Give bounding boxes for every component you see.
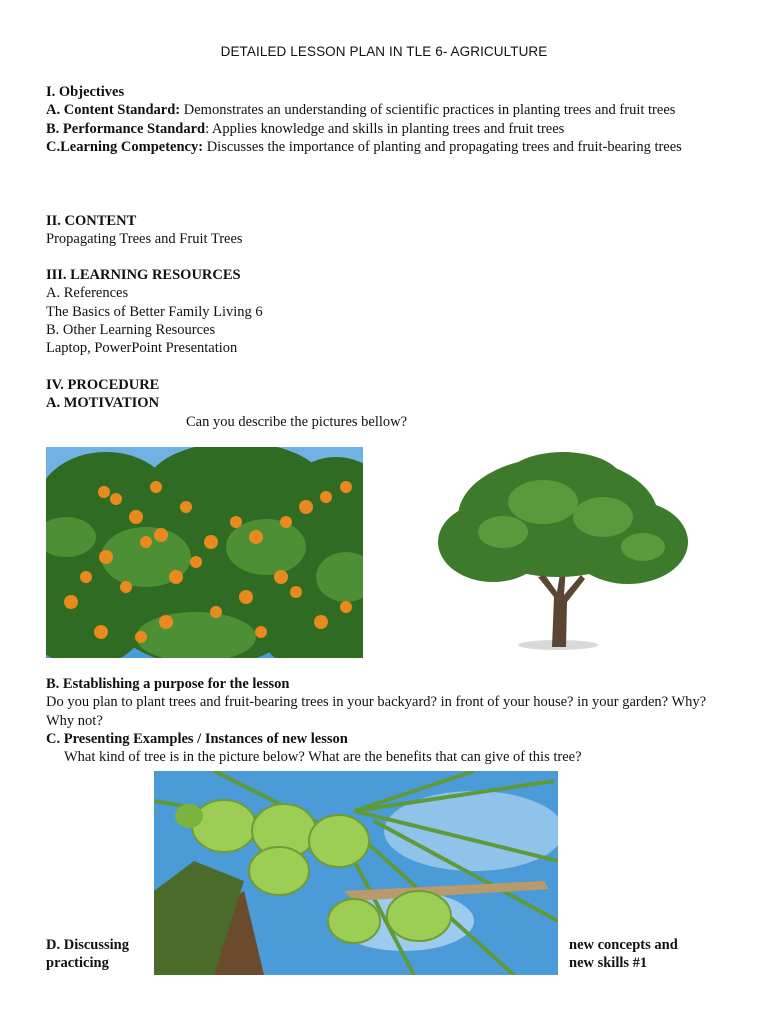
resources-heading: III. LEARNING RESOURCES — [46, 267, 241, 283]
resource-line: The Basics of Better Family Living 6 — [46, 303, 263, 320]
discussing-left: D. Discussing practicing — [46, 937, 129, 972]
performance-standard: B. Performance Standard: Applies knowledge and skills in planting trees and fruit trees — [46, 120, 565, 137]
content-text: Propagating Trees and Fruit Trees — [46, 231, 243, 248]
green-tree-photo — [433, 447, 712, 658]
resource-line: B. Other Learning Resources — [46, 321, 216, 338]
resources-section — [46, 266, 722, 357]
motivation-heading: A. MOTIVATION — [46, 395, 160, 412]
document-title: DETAILED LESSON PLAN IN TLE 6- AGRICULTURE — [220, 44, 548, 59]
orange-tree-photo — [46, 447, 363, 658]
discussing-right: new concepts and new skills #1 — [569, 937, 678, 972]
resource-line: A. References — [46, 285, 129, 302]
content-standard: A. Content Standard: Demonstrates an understanding of scientific practices in planting trees and fruit trees — [46, 102, 676, 119]
resource-line: Laptop, PowerPoint Presentation — [46, 340, 238, 357]
coconut-palm-photo — [154, 771, 558, 975]
examples-heading: C. Presenting Examples / Instances of new lesson — [46, 730, 348, 747]
objectives-heading: I. Objectives — [46, 84, 125, 100]
content-section — [46, 212, 722, 249]
procedure-heading: IV. PROCEDURE — [46, 377, 160, 393]
motivation-question: Can you describe the pictures bellow? — [186, 413, 408, 430]
objectives-section — [46, 83, 722, 156]
content-heading: II. CONTENT — [46, 213, 137, 229]
learning-competency: C.Learning Competency: Discusses the importance of planting and propagating trees and fruit-bearing trees — [46, 138, 682, 155]
purpose-heading: B. Establishing a purpose for the lesson — [46, 676, 290, 692]
purpose-text: Do you plan to plant trees and fruit-bearing trees in your backyard? in front of your house? in your garden? Why? Why not? — [46, 694, 707, 729]
purpose-section — [46, 675, 722, 766]
procedure-section — [46, 376, 722, 431]
examples-text: What kind of tree is in the picture below? What are the benefits that can give of this tree? — [64, 749, 582, 766]
